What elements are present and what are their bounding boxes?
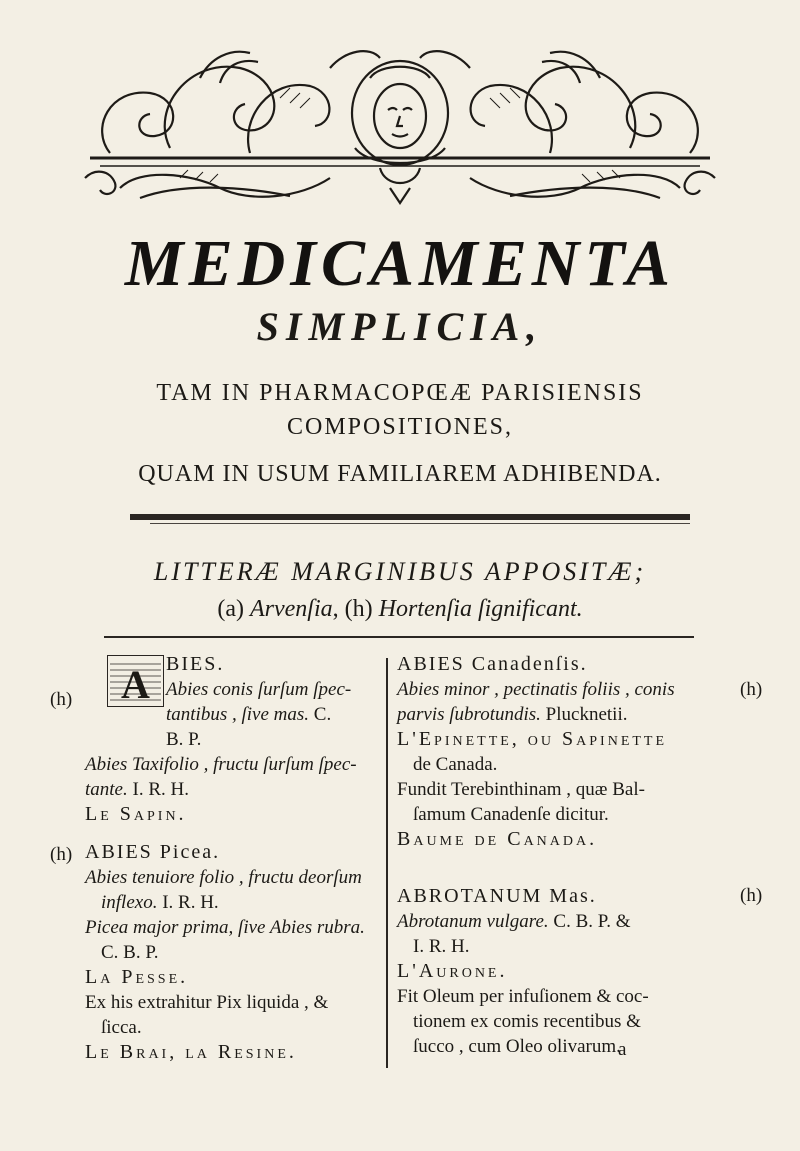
entry-line: Abies minor , pectinatis foliis , conis bbox=[397, 679, 675, 700]
entry-head-abies-canadensis: ABIES Canadenſis. bbox=[397, 653, 588, 675]
entry-line: Picea major prima, ſive Abies rubra. bbox=[85, 917, 365, 938]
decorated-initial bbox=[107, 655, 164, 707]
legend-a-mark: (a) bbox=[217, 596, 244, 622]
ornamental-headpiece bbox=[80, 38, 720, 210]
legend-a-word: Arvenſia bbox=[250, 596, 333, 622]
entry-line: Fundit Terebinthinam , quæ Bal- bbox=[397, 779, 645, 800]
margin-marker-h: (h) bbox=[50, 844, 73, 865]
entry-text: tantibus , ſive mas. bbox=[166, 704, 310, 725]
entry-line: ſicca. bbox=[101, 1017, 142, 1038]
entry-line: Abies conis ſurſum ſpec- bbox=[166, 679, 352, 700]
column-divider bbox=[386, 658, 388, 1068]
entry-text: tante. bbox=[85, 779, 128, 800]
entry-abies-intro bbox=[166, 652, 386, 752]
entry-line: ſamum Canadenſe dicitur. bbox=[413, 804, 609, 825]
entry-ref: C. B. P. & bbox=[553, 911, 631, 932]
entry-line bbox=[166, 702, 386, 727]
entry-text: Abrotanum vulgare. bbox=[397, 911, 549, 932]
entry-line: Abies tenuiore folio , fructu deorſum bbox=[85, 867, 362, 888]
vernacular-name: Le Brai, la Resine. bbox=[85, 1041, 297, 1063]
vernacular-name: Baume de Canada. bbox=[397, 828, 598, 850]
title-medicamenta: MEDICAMENTA bbox=[124, 227, 676, 300]
initial-a-icon bbox=[108, 656, 163, 706]
entry-ref: C. bbox=[313, 704, 332, 725]
section-rule bbox=[104, 636, 694, 638]
entry-line: Ex his extrahitur Pix liquida , & bbox=[85, 992, 329, 1013]
right-column bbox=[397, 652, 722, 1059]
entry-head-bies: BIES. bbox=[166, 653, 225, 675]
catchword: a bbox=[618, 1039, 627, 1060]
left-column bbox=[85, 752, 385, 1065]
margin-marker-h: (h) bbox=[50, 689, 73, 710]
entry-line: I. R. H. bbox=[413, 936, 470, 957]
entry-text: parvis ſubrotundis. bbox=[397, 704, 541, 725]
entry-line bbox=[397, 909, 722, 934]
drop-letter: A bbox=[121, 662, 150, 706]
title-line-compositiones: COMPOSITIONES, bbox=[286, 414, 514, 440]
entry-head-abies-picea: ABIES Picea. bbox=[85, 841, 221, 863]
entry-ref: Plucknetii. bbox=[545, 704, 628, 725]
entry-text: inflexo. bbox=[101, 892, 158, 913]
legend-sep: , bbox=[332, 596, 339, 622]
entry-line bbox=[85, 890, 385, 915]
entry-line: Fit Oleum per infuſionem & coc- bbox=[397, 986, 649, 1007]
entry-ref: I. R. H. bbox=[162, 892, 219, 913]
entry-line: ſucco , cum Oleo olivarum. bbox=[413, 1036, 621, 1057]
title-line-usum: QUAM IN USUM FAMILIAREM ADHIBENDA. bbox=[138, 461, 662, 487]
entry-ref: I. R. H. bbox=[132, 779, 189, 800]
entry-line: B. P. bbox=[166, 729, 202, 750]
legend-line bbox=[0, 594, 800, 624]
margin-marker-h: (h) bbox=[740, 885, 763, 906]
entry-line bbox=[397, 702, 722, 727]
thin-rule bbox=[150, 523, 690, 524]
vernacular-name: L'Epinette, ou Sapinette bbox=[397, 728, 668, 750]
entry-line bbox=[85, 777, 385, 802]
vernacular-name: L'Aurone. bbox=[397, 960, 508, 982]
margin-marker-h: (h) bbox=[740, 679, 763, 700]
entry-line: Abies Taxifolio , fructu ſurſum ſpec- bbox=[85, 754, 357, 775]
vernacular-name: Le Sapin. bbox=[85, 803, 187, 825]
legend-h-mark: (h) bbox=[344, 596, 373, 622]
title-line-pharmacopoeae: TAM IN PHARMACOPŒÆ PARISIENSIS bbox=[156, 380, 644, 406]
vernacular-name: La Pesse. bbox=[85, 966, 189, 988]
entry-line: tionem ex comis recentibus & bbox=[413, 1011, 641, 1032]
entry-line: C. B. P. bbox=[101, 942, 159, 963]
entry-line: de Canada. bbox=[413, 754, 498, 775]
ornamental-rule bbox=[130, 514, 690, 520]
legend-heading: LITTERÆ MARGINIBUS APPOSITÆ; bbox=[153, 557, 647, 586]
legend-h-word: Hortenſia ſignificant. bbox=[378, 596, 583, 622]
entry-head-abrotanum: ABROTANUM Mas. bbox=[397, 885, 597, 907]
title-simplicia: SIMPLICIA, bbox=[256, 304, 544, 349]
